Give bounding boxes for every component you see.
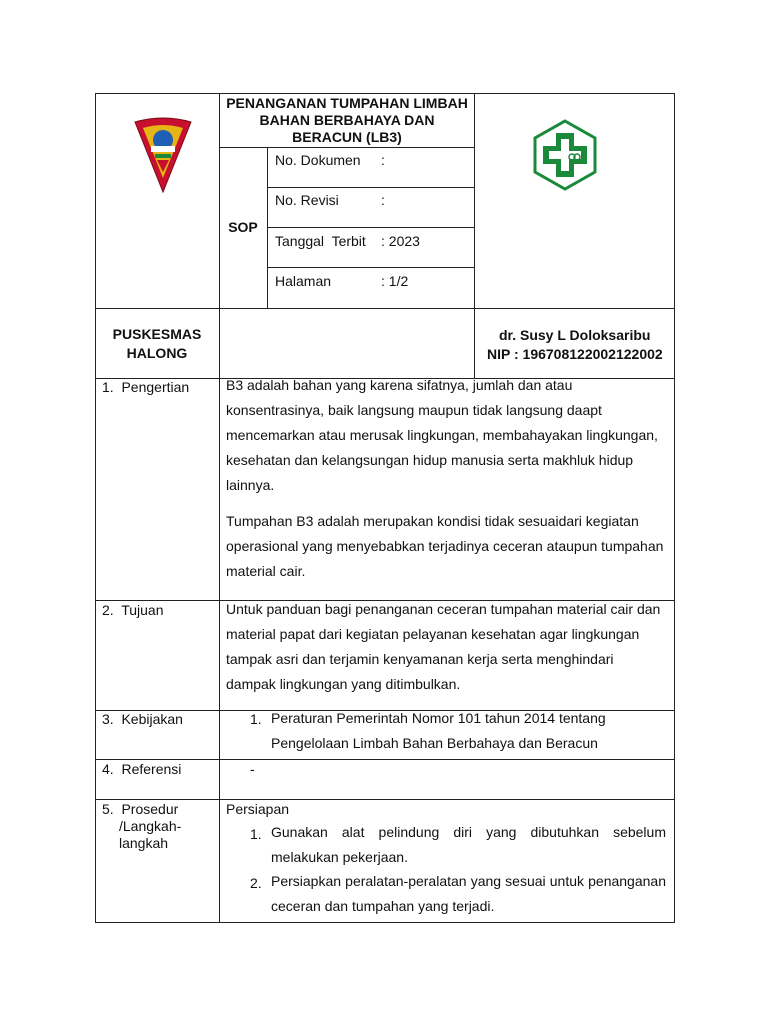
field-line-1 [267,187,474,188]
field-label-no-revisi: No. Revisi [275,192,339,208]
kebijakan-item-text: Peraturan Pemerintah Nomor 101 tahun 2014 tentang Pengelolaan Limbah Bahan Berbahaya dan Beracun [271,710,606,751]
title-bottom [219,147,474,148]
field-value-no-dokumen: : [381,152,385,168]
referensi-value: - [250,761,255,777]
document-title-line-3: BERACUN (LB3) [292,129,402,145]
document-title-line-2: BAHAN BERBAHAYA DAN [259,112,435,128]
field-label-tanggal-terbit: Tanggal Terbit [275,233,366,249]
pengertian-paragraph-1: B3 adalah bahan yang karena sifatnya, jumlah dan atau konsentrasinya, baik langsung maupun tidak langsung daapt mencemarkan atau merusak lingkungan, membahayakan lingkungan, kesehatan dan kelangsungan hidup manusia serta makhluk hidup lainnya. [226,377,658,493]
pengertian-paragraph-2: Tumpahan B3 adalah merupakan kondisi tidak sesuaidari kegiatan operasional yang menyebabkan terjadinya ceceran ataupun tumpahan material cair. [226,513,664,579]
prosedur-intro: Persiapan [226,801,290,817]
signer-nip: NIP : 196708122002122002 [487,346,663,362]
section-label-pengertian: 1. Pengertian [102,379,190,395]
field-value-tanggal-terbit: : 2023 [381,233,420,249]
signer-name: dr. Susy L Doloksaribu [499,327,651,343]
table-border-bottom [95,922,674,923]
org-name-line-1: PUSKESMAS [112,326,202,342]
section-line-3 [95,759,674,760]
header-row-line [95,308,674,309]
section-label-kebijakan: 3. Kebijakan [102,711,183,727]
section-label-tujuan: 2. Tujuan [102,602,164,618]
field-label-no-dokumen: No. Dokumen [275,152,361,168]
section-label-prosedur-line-2: /Langkah- [119,818,182,834]
field-line-3 [267,267,474,268]
sop-label: SOP [228,219,258,235]
section-label-prosedur-line-1: 5. Prosedur [102,801,179,817]
prosedur-step-2-number: 2. [250,875,262,891]
document-title-line-1: PENANGANAN TUMPAHAN LIMBAH [226,95,468,111]
prosedur-step-1-text: Gunakan alat pelindung diri yang dibutuhkan sebelum melakukan pekerjaan. [271,824,666,865]
field-value-halaman: : 1/2 [381,273,409,289]
prosedur-step-1-number: 1. [250,826,262,842]
tujuan-text: Untuk panduan bagi penanganan ceceran tumpahan material cair dan material papat dari kegiatan pelayanan kesehatan agar lingkungan tampak asri dan terjamin kenyamanan kerja serta menghindari dampak lingkungan yang ditimbulkan. [226,601,661,692]
header-mid-divider [474,93,475,378]
table-border-right [674,93,675,923]
section-label-prosedur-line-3: langkah [119,835,169,851]
table-border-top [95,93,674,94]
prosedur-step-2-text: Persiapkan peralatan-peralatan yang sesuai untuk penanganan ceceran dan tumpahan yang terjadi. [271,873,666,914]
field-label-halaman: Halaman [275,273,332,289]
puskesmas-logo [532,119,598,191]
regency-emblem-logo [133,116,193,194]
field-line-2 [267,227,474,228]
section-line-4 [95,799,674,800]
kebijakan-item-number: 1. [250,711,262,727]
field-value-no-revisi: : [381,192,385,208]
section-label-referensi: 4. Referensi [102,761,182,777]
org-name-line-2: HALONG [126,345,188,361]
